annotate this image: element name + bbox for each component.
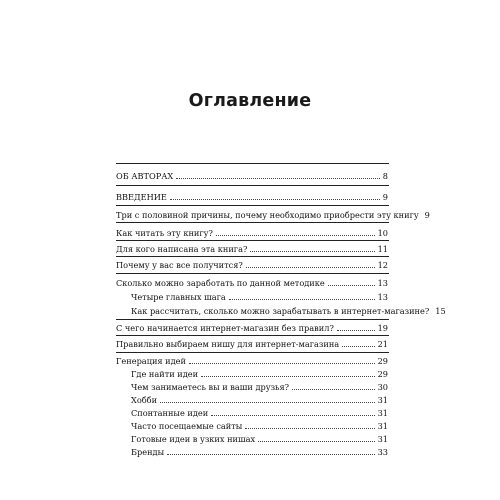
toc-entry-page: 31 (377, 421, 388, 431)
divider (116, 352, 389, 353)
divider (116, 222, 389, 223)
dot-leader (258, 433, 374, 442)
dot-leader (337, 322, 375, 331)
toc-entry-page: 10 (377, 228, 388, 238)
toc-entry-page: 31 (377, 434, 388, 444)
toc-entry-page: 13 (377, 292, 388, 302)
toc-entry-label: ОБ АВТОРАХ (116, 171, 174, 181)
toc-entry-label: Генерация идей (116, 356, 186, 366)
divider (116, 205, 389, 206)
toc-entry[interactable] (116, 322, 388, 334)
dot-leader (176, 170, 380, 179)
toc-entry-label: Три с половиной причины, почему необходимо приобрести эту книгу (116, 210, 419, 220)
divider (116, 163, 389, 164)
dot-leader (245, 420, 374, 429)
toc-entry-label: Как читать эту книгу? (116, 228, 213, 238)
dot-leader (229, 291, 375, 300)
toc-subentry[interactable] (131, 291, 388, 303)
divider (116, 273, 389, 274)
toc-subentry[interactable] (131, 407, 388, 419)
dot-leader (216, 227, 375, 236)
toc-subentry[interactable] (131, 433, 388, 445)
toc-entry[interactable] (116, 209, 430, 221)
toc-entry[interactable] (116, 338, 388, 350)
dot-leader (328, 277, 375, 286)
toc-subentry[interactable] (131, 394, 388, 406)
divider (116, 335, 389, 336)
toc-entry-label: Сколько можно заработать по данной методике (116, 278, 325, 288)
toc-entry[interactable] (116, 191, 388, 203)
dot-leader (246, 259, 375, 268)
toc-entry-page: 15 (435, 306, 446, 316)
toc-subentry[interactable] (131, 446, 388, 458)
toc-subentry[interactable] (131, 368, 388, 380)
page-title: Оглавление (188, 91, 312, 111)
toc-entry-label: Почему у вас все получится? (116, 260, 243, 270)
toc-entry-page: 8 (382, 171, 388, 181)
toc-entry[interactable] (116, 277, 388, 289)
toc-entry-label: Правильно выбираем нишу для интернет-магазина (116, 339, 340, 349)
toc-entry-label: Где найти идеи (131, 369, 199, 379)
dot-leader (201, 368, 374, 377)
dot-leader (160, 394, 375, 403)
toc-entry-page: 31 (377, 395, 388, 405)
toc-subentry[interactable] (131, 420, 388, 432)
dot-leader (167, 446, 374, 455)
toc-entry-label: Часто посещаемые сайты (131, 421, 243, 431)
divider (116, 185, 389, 186)
toc-entry-label: Чем занимаетесь вы и ваши друзья? (131, 382, 290, 392)
toc-entry-label: ВВЕДЕНИЕ (116, 192, 167, 202)
toc-entry[interactable] (116, 170, 388, 182)
dot-leader (342, 338, 374, 347)
divider (116, 240, 389, 241)
toc-subentry[interactable] (131, 381, 388, 393)
toc-entry-page: 13 (377, 278, 388, 288)
toc-entry-page: 33 (377, 447, 388, 457)
dot-leader (292, 381, 375, 390)
toc-entry-page: 29 (377, 356, 388, 366)
toc-entry-page: 9 (382, 192, 388, 202)
toc-entry-label: С чего начинается интернет-магазин без правил? (116, 323, 334, 333)
dot-leader (211, 407, 374, 416)
toc-entry-label: Четыре главных шага (131, 292, 226, 302)
toc-entry-label: Бренды (131, 447, 165, 457)
toc-entry-label: Хобби (131, 395, 158, 405)
toc-entry-label: Спонтанные идеи (131, 408, 209, 418)
toc-entry[interactable] (116, 259, 388, 271)
toc-entry[interactable] (116, 243, 388, 255)
toc-entry[interactable] (116, 227, 388, 239)
toc-entry-page: 9 (424, 210, 430, 220)
toc-entry-label: Как рассчитать, сколько можно зарабатывать в интернет-магазине? (131, 306, 430, 316)
dot-leader (170, 191, 380, 200)
toc-entry-page: 30 (377, 382, 388, 392)
toc-entry[interactable] (116, 355, 388, 367)
toc-entry-label: Готовые идеи в узких нишах (131, 434, 256, 444)
toc-subentry[interactable] (131, 305, 446, 317)
toc-entry-page: 21 (377, 339, 388, 349)
dot-leader (189, 355, 375, 364)
toc-entry-page: 31 (377, 408, 388, 418)
divider (116, 256, 389, 257)
toc-entry-page: 19 (377, 323, 388, 333)
dot-leader (250, 243, 374, 252)
toc-entry-label: Для кого написана эта книга? (116, 244, 248, 254)
toc-entry-page: 11 (377, 244, 388, 254)
toc-entry-page: 12 (377, 260, 388, 270)
toc-entry-page: 29 (377, 369, 388, 379)
divider (116, 319, 389, 320)
